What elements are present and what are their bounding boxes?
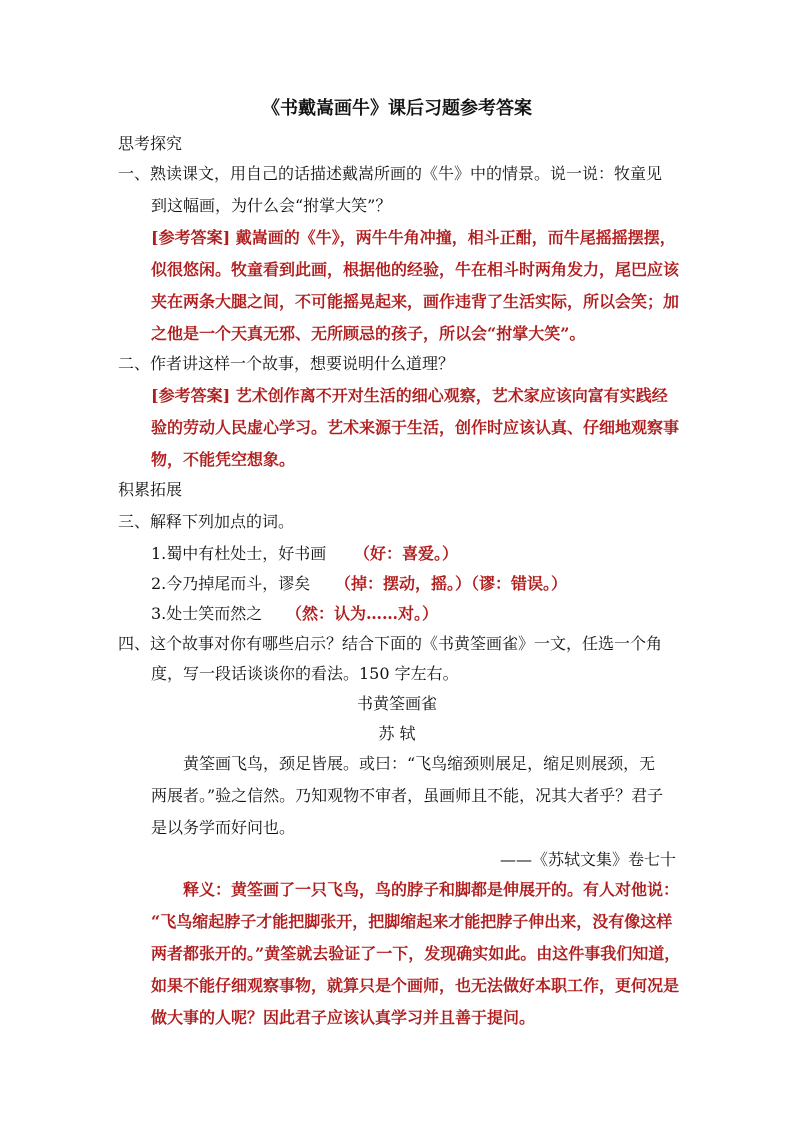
explanation-line-3: 两者都张开的。”黄筌就去验证了一下，发现确实如此。由这件事我们知道， (151, 944, 681, 963)
question-4-line-2: 度，写一段话谈谈你的看法。150 字左右。 (151, 664, 459, 683)
answer-2-line-1: [参考答案] 艺术创作离不开对生活的细心观察，艺术家应该向富有实践经 (151, 386, 668, 405)
reading-line-2: 两展者。”验之信然。乃知观物不审者，虽画师且不能，况其大者乎？君子 (151, 786, 664, 805)
answer-1-line-1: [参考答案] 戴嵩画的《牛》，两牛牛角冲撞，相斗正酣，而牛尾摇摇摆摆， (151, 228, 676, 247)
question-1-line-2: 到这幅画，为什么会“拊掌大笑”？ (151, 196, 392, 215)
q3-item-2-answer: （掉：摆动，摇。）（谬：错误。） (335, 574, 568, 593)
explanation-line-1: 释义：黄筌画了一只飞鸟，鸟的脖子和脚都是伸展开的。有人对他说： (183, 880, 680, 899)
answer-2-line-2: 验的劳动人民虚心学习。艺术来源于生活，创作时应该认真、仔细地观察事 (151, 418, 680, 437)
explanation-line-4: 如果不能仔细观察事物，就算只是个画师，也无法做好本职工作，更何况是 (151, 976, 680, 995)
question-2-line-1: 二、作者讲这样一个故事，想要说明什么道理？ (118, 354, 455, 373)
answer-1-line-4: 之他是一个天真无邪、无所顾忌的孩子，所以会“拊掌大笑”。 (151, 324, 586, 343)
q3-item-2: 2.今乃掉尾而斗，谬矣 (151, 574, 311, 593)
q3-item-1: 1.蜀中有杜处士，好书画 (151, 544, 327, 563)
answer-1-line-2: 似很悠闲。牧童看到此画，根据他的经验，牛在相斗时两角发力，尾巴应该 (151, 260, 680, 279)
question-1-line-1: 一、熟读课文，用自己的话描述戴嵩所画的《牛》中的情景。说一说：牧童见 (118, 164, 663, 183)
question-4-line-1: 四、这个故事对你有哪些启示？结合下面的《书黄筌画雀》一文，任选一个角 (118, 634, 663, 653)
reading-line-1: 黄筌画飞鸟，颈足皆展。或曰：“飞鸟缩颈则展足，缩足则展颈，无 (183, 754, 656, 773)
explanation-line-5: 做大事的人呢？因此君子应该认真学习并且善于提问。 (151, 1008, 536, 1027)
q3-item-3-answer: （然：认为……对。） (286, 604, 439, 623)
answer-2-line-3: 物，不能凭空想象。 (151, 450, 296, 469)
reading-title: 书黄筌画雀 (356, 694, 437, 713)
reading-source: ——《苏轼文集》卷七十 (499, 850, 676, 869)
answer-1-line-3: 夹在两条大腿之间，不可能摇晃起来，画作违背了生活实际，所以会笑；加 (151, 292, 680, 311)
q3-item-1-answer: （好：喜爱。） (354, 544, 459, 563)
reading-line-3: 是以务学而好问也。 (151, 818, 296, 837)
reading-author: 苏 轼 (378, 724, 416, 743)
question-3-line-1: 三、解释下列加点的词。 (118, 512, 295, 531)
section-heading-expand: 积累拓展 (118, 480, 183, 499)
explanation-line-2: “飞鸟缩起脖子才能把脚张开，把脚缩起来才能把脖子伸出来，没有像这样 (151, 912, 673, 931)
page-title: 《书戴嵩画牛》课后习题参考答案 (262, 98, 532, 119)
section-heading-explore: 思考探究 (118, 134, 183, 153)
q3-item-3: 3.处士笑而然之 (151, 604, 263, 623)
